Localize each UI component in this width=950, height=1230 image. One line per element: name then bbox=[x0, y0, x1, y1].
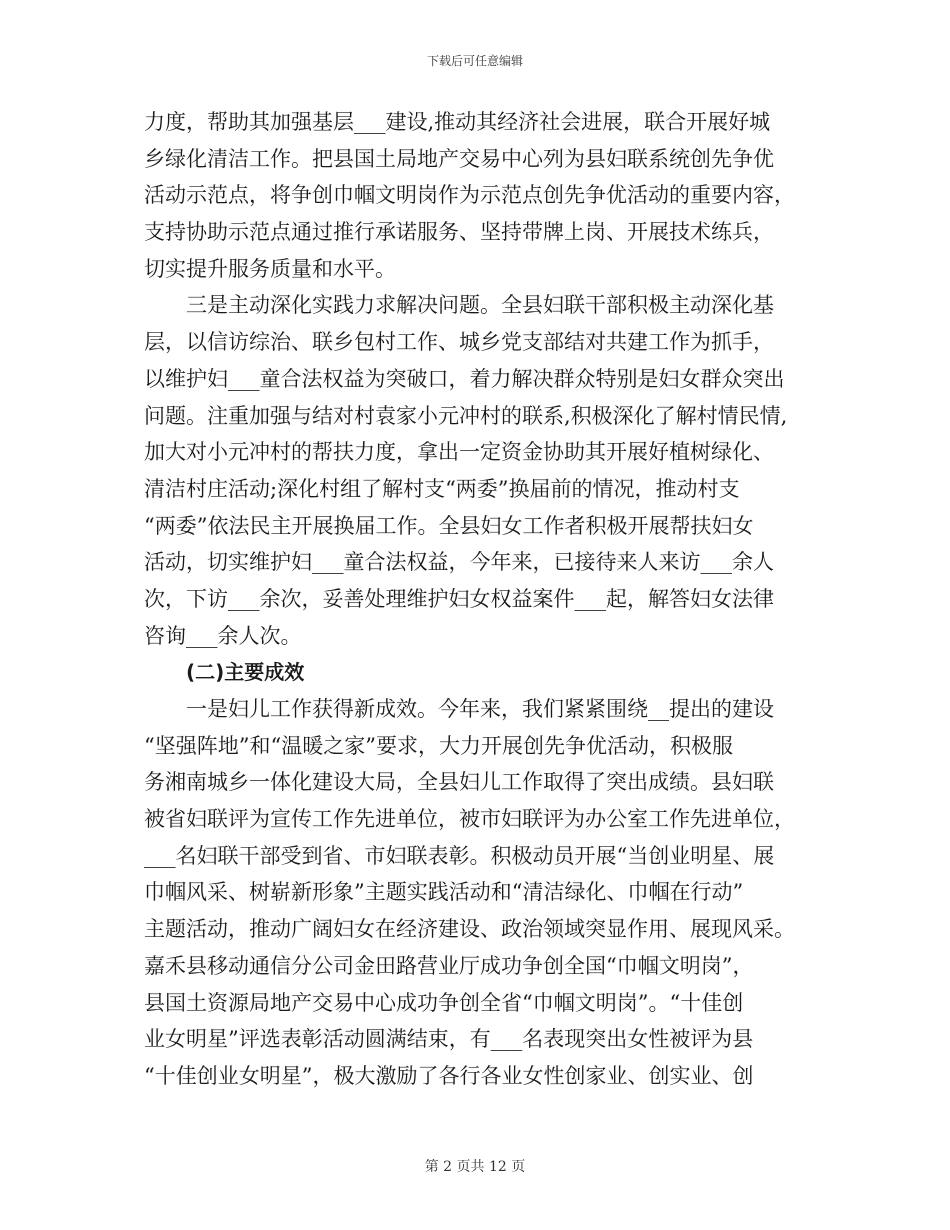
text-line: 主题活动，推动广阔妇女在经济建设、政治领域突显作用、展现风采。 bbox=[144, 917, 795, 942]
section-heading-block bbox=[144, 654, 816, 691]
text-line: 活动，切实维护妇___童合法权益，今年来，已接待来人来访___余人 bbox=[144, 550, 774, 575]
text-line: 嘉禾县移动通信分公司金田路营业厅成功争创全国“巾帼文明岗”， bbox=[144, 953, 754, 978]
text-line: 三是主动深化实践力求解决问题。全县妇联干部积极主动深化基 bbox=[186, 293, 774, 318]
text-line: 清洁村庄活动;深化村组了解村支“两委”换届前的情况，推动村支 bbox=[144, 476, 740, 501]
text-line: 县国土资源局地产交易中心成功争创全省“巾帼文明岗”。“十佳创 bbox=[144, 990, 744, 1015]
text-line: 活动示范点，将争创巾帼文明岗作为示范点创先争优活动的重要内容， bbox=[144, 183, 795, 208]
text-line: 加大对小元冲村的帮扶力度，拿出一定资金协助其开展好植树绿化、 bbox=[144, 440, 774, 465]
paragraph-3 bbox=[144, 691, 816, 1095]
text-line: 被省妇联评为宣传工作先进单位，被市妇联评为办公室工作先进单位， bbox=[144, 807, 795, 832]
text-line: 层，以信访综治、联乡包村工作、城乡党支部结对共建工作为抓手， bbox=[144, 330, 774, 355]
text-line: “坚强阵地”和“温暖之家”要求，大力开展创先争优活动，积极服 bbox=[144, 733, 733, 758]
document-body bbox=[144, 104, 816, 1095]
text-line: “十佳创业女明星”，极大激励了各行各业女性创家业、创实业、创 bbox=[144, 1063, 754, 1088]
paragraph-2 bbox=[144, 287, 816, 654]
text-line: 问题。注重加强与结对村袁家小元冲村的联系,积极深化了解村情民情, bbox=[144, 403, 788, 428]
text-line: 支持协助示范点通过推行承诺服务、坚持带牌上岗、开展技术练兵， bbox=[144, 220, 774, 245]
paragraph-1 bbox=[144, 104, 816, 287]
page-footer: 第 2 页共 12 页 bbox=[424, 1159, 526, 1175]
text-line: 乡绿化清洁工作。把县国土局地产交易中心列为县妇联系统创先争优 bbox=[144, 146, 774, 171]
page-header: 下载后可任意编辑 bbox=[426, 54, 523, 68]
text-line: 一是妇儿工作获得新成效。今年来，我们紧紧围绕__提出的建设 bbox=[186, 697, 774, 721]
text-line: 巾帼风采、树崭新形象”主题实践活动和“清洁绿化、巾帼在行动” bbox=[144, 880, 744, 905]
text-line: 业女明星”评选表彰活动圆满结束，有___名表现突出女性被评为县 bbox=[144, 1027, 754, 1052]
text-line: 以维护妇___童合法权益为突破口，着力解决群众特别是妇女群众突出 bbox=[144, 366, 785, 391]
text-line: 力度，帮助其加强基层___建设,推动其经济社会进展，联合开展好城 bbox=[144, 110, 771, 134]
text-line: ___名妇联干部受到省、市妇联表彰。积极动员开展“当创业明星、展 bbox=[144, 843, 775, 868]
text-line: 次，下访___余次，妥善处理维护妇女权益案件___起，解答妇女法律 bbox=[144, 586, 774, 611]
text-line: “两委”依法民主开展换届工作。全县妇女工作者积极开展帮扶妇女 bbox=[144, 513, 754, 538]
text-line: 切实提升服务质量和水平。 bbox=[144, 256, 396, 281]
text-line: 务湘南城乡一体化建设大局，全县妇儿工作取得了突出成绩。县妇联 bbox=[144, 770, 774, 795]
section-heading: (二)主要成效 bbox=[186, 660, 305, 685]
text-line: 咨询___余人次。 bbox=[144, 623, 302, 648]
